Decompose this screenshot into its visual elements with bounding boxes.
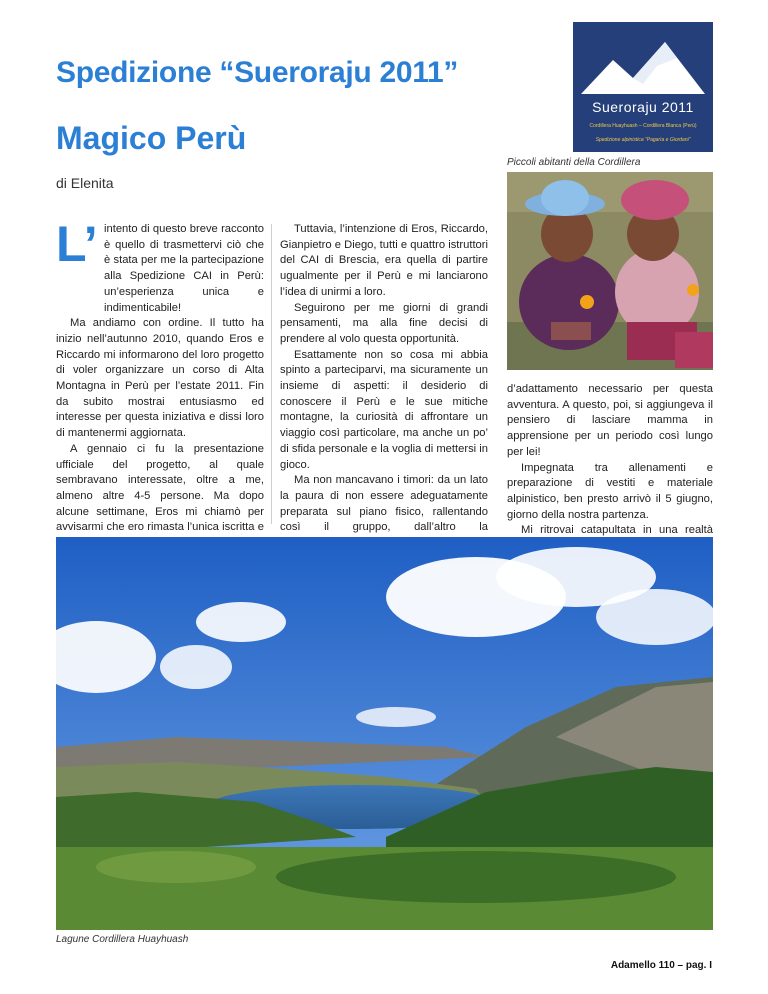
lagoon-photo bbox=[56, 537, 713, 930]
article-column-3 bbox=[507, 382, 713, 555]
column-divider bbox=[271, 224, 272, 524]
article-subtitle: Magico Perù bbox=[56, 120, 247, 156]
page-footer: Adamello 110 – pag. I bbox=[610, 960, 712, 971]
mountain-icon bbox=[573, 22, 713, 152]
paragraph: Tuttavia, l’intenzione di Eros, Riccardo, Gianpietro e Diego, tutti e quattro istruttori del CAI di Brescia, era quella di partire ugualmente per il Perù e mi lanciarono l’idea di unirmi a loro. bbox=[280, 223, 488, 298]
paragraph: intento di questo breve racconto è quello di trasmettervi ciò che è stata per me la partecipazione alla Spedizione CAI in Perù: un’esperienza unica e indimenticabile! bbox=[104, 223, 264, 314]
paragraph: Ma andiamo con ordine. Il tutto ha inizio nell’autunno 2010, quando Eros e Riccardo mi informarono del loro progetto di voler organizzare un corso di Alta Montagna in Perù per l’estate 2011. Fin da subito mostrai entusiasmo ed interesse per questa iniziativa e dissi loro di mantenermi aggiornata. bbox=[56, 317, 264, 440]
children-photo bbox=[507, 172, 713, 370]
article-title: Spedizione “Sueroraju 2011” bbox=[56, 56, 459, 89]
logo-subtitle: Cordillera Huayhuash – Cordillera Blanca (Perù) bbox=[589, 123, 697, 129]
paragraph: Mi ritrovai catapultata in una realtà bbox=[521, 524, 713, 537]
expedition-logo bbox=[573, 22, 713, 152]
children-photo-caption: Piccoli abitanti della Cordillera bbox=[507, 157, 641, 168]
lagoon-photo-caption: Lagune Cordillera Huayhuash bbox=[56, 934, 189, 945]
logo-subtitle-2: Spedizione alpinistica “Pagarìa e Giordani” bbox=[595, 137, 691, 143]
paragraph: Esattamente non so cosa mi abbia spinto a parteciparvi, ma sicuramente un insieme di aspetti: il desiderio di conoscere il Perù e le sue mitiche montagne, la curiosità di affrontare un viaggio così particolare, ma anche un po’ di sfida personale e la voglia di mettersi in gioco. bbox=[280, 348, 488, 471]
paragraph: Seguirono per me giorni di grandi pensamenti, ma alla fine decisi di prendere al volo questa opportunità. bbox=[280, 301, 488, 345]
drop-cap-letter: L’ bbox=[56, 216, 98, 272]
paragraph: Impegnata tra allenamenti e preparazione di vestiti e materiale alpinistico, ben presto arrivò il 5 giugno, giorno della nostra partenza. bbox=[507, 461, 713, 521]
logo-title: Sueroraju 2011 bbox=[592, 99, 694, 115]
paragraph: A gennaio ci fu la presentazione ufficiale del progetto, al quale sembravano interessate, oltre a me, almeno altre 4-5 persone. Ma dopo alcune settimane, Eros mi chiamò per avvisarmi che ero rimasta l’unica iscritta e bbox=[56, 442, 264, 534]
article-column-1 bbox=[56, 216, 264, 567]
article-column-2 bbox=[280, 222, 488, 552]
paragraph: Ma non mancavano i timori: da un lato la paura di non essere adeguatamente preparata sul piano fisico, rallentando così il gruppo, dall’altro la bbox=[280, 474, 488, 534]
paragraph: d’adattamento necessario per questa avventura. A questo, poi, si aggiungeva il pensiero di lasciare mamma in apprensione per un periodo così lungo per lei! bbox=[507, 383, 713, 458]
author-byline: di Elenita bbox=[56, 175, 114, 191]
